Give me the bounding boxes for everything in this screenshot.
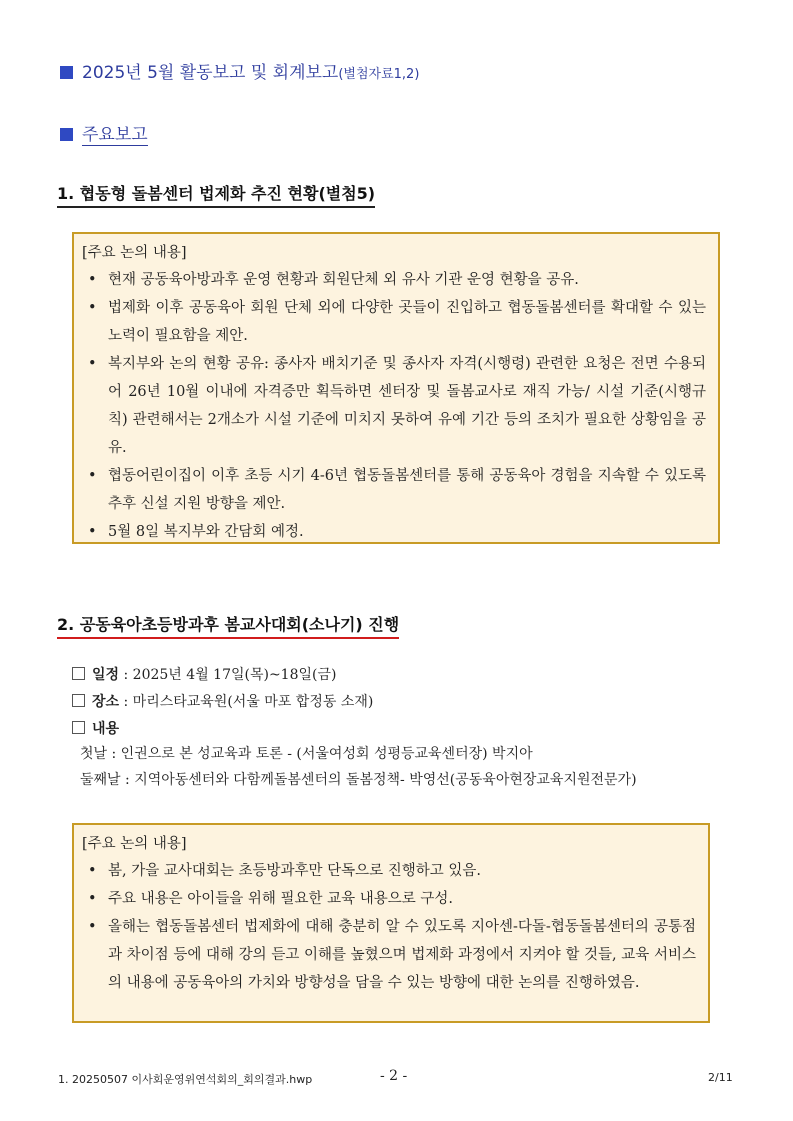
bullet-icon: • — [88, 468, 97, 484]
list-item: • 협동어린이집이 이후 초등 시기 4-6년 협동돌봄센터를 통해 공동육아 경험을 지속할 수 있도록 추후 신설 지원 방향을 제안. — [82, 462, 706, 518]
event-content-label: 내용 — [92, 721, 120, 737]
report-title-attachment: (별첨자료1,2) — [338, 67, 420, 82]
checkbox-icon — [72, 667, 85, 680]
event-day1: 첫날 : 인권으로 본 성교육과 토론 - (서울여성회 성평등교육센터장) 박지아 — [80, 746, 533, 762]
event-content-row — [72, 718, 119, 738]
bullet-icon: • — [88, 919, 97, 935]
event-place-value: : 마리스타교육원(서울 마포 합정동 소재) — [123, 694, 374, 710]
event-day2: 둘째날 : 지역아동센터와 다함께돌봄센터의 돌봄정책- 박영선(공동육아현장교육지원전문가) — [80, 772, 637, 788]
event-place-label: 장소 — [92, 694, 120, 710]
section1-bullet-list — [82, 266, 706, 546]
bullet-icon: • — [88, 863, 97, 879]
section1-box-heading: [주요 논의 내용] — [82, 245, 187, 261]
checkbox-icon — [72, 721, 85, 734]
report-title-main: 2025년 5월 활동보고 및 회계보고 — [82, 63, 339, 83]
event-date-value: : 2025년 4월 17일(목)~18일(금) — [123, 667, 337, 683]
list-item: • 법제화 이후 공동육아 회원 단체 외에 다양한 곳들이 진입하고 협동돌봄센터를 확대할 수 있는 노력이 필요함을 제안. — [82, 294, 706, 350]
list-item: • 복지부와 논의 현황 공유: 종사자 배치기준 및 종사자 자격(시행령) 관련한 요청은 전면 수용되어 26년 10월 이내에 자격증만 획득하면 센터장 및 돌봄교사로 재직 가능/ 시설 기준(시행규칙) 관련해서는 2개소가 시설 기준에 미치지 못하여 유예 기간 등의 조치가 필요한 상황임을 공유. — [82, 350, 706, 462]
event-place-row — [72, 691, 373, 711]
bullet-icon: • — [88, 272, 97, 288]
section2-box-heading: [주요 논의 내용] — [82, 836, 187, 852]
section1-discussion-box — [72, 232, 720, 544]
event-date-row — [72, 664, 336, 684]
main-report-heading — [60, 120, 148, 145]
list-item: • 봄, 가을 교사대회는 초등방과후만 단독으로 진행하고 있음. — [82, 857, 696, 885]
bullet-icon: • — [88, 891, 97, 907]
bullet-icon: • — [88, 356, 97, 372]
checkbox-icon — [72, 694, 85, 707]
section2-discussion-box — [72, 823, 710, 1023]
list-item: • 올해는 협동돌봄센터 법제화에 대해 충분히 알 수 있도록 지아센-다돌-협동돌봄센터의 공통점과 차이점 등에 대해 강의 듣고 이해를 높혔으며 법제화 과정에서 지켜야 할 것들, 교육 서비스의 내용에 공동육아의 가치와 방향성을 담을 수 있는 방향에 대한 논의를 진행하였음. — [82, 913, 696, 997]
main-report-label: 주요보고 — [82, 125, 148, 145]
footer-page-count: 2/11 — [708, 1071, 733, 1084]
bullet-icon: • — [88, 300, 97, 316]
blue-square-icon — [60, 128, 73, 141]
report-title — [60, 58, 419, 83]
section2-bullet-list — [82, 857, 696, 997]
list-item: • 현재 공동육아방과후 운영 현황과 회원단체 외 유사 기관 운영 현황을 공유. — [82, 266, 706, 294]
event-date-label: 일정 — [92, 667, 120, 683]
section2-title: 2. 공동육아초등방과후 봄교사대회(소나기) 진행 — [57, 612, 399, 639]
footer-page-number: - 2 - — [380, 1068, 408, 1084]
footer-filename: 1. 20250507 이사회운영위연석회의_회의결과.hwp — [58, 1073, 313, 1086]
list-item: • 5월 8일 복지부와 간담회 예정. — [82, 518, 706, 546]
bullet-icon: • — [88, 524, 97, 540]
list-item: • 주요 내용은 아이들을 위해 필요한 교육 내용으로 구성. — [82, 885, 696, 913]
blue-square-icon — [60, 66, 73, 79]
section1-title: 1. 협동형 돌봄센터 법제화 추진 현황(별첨5) — [57, 181, 375, 208]
